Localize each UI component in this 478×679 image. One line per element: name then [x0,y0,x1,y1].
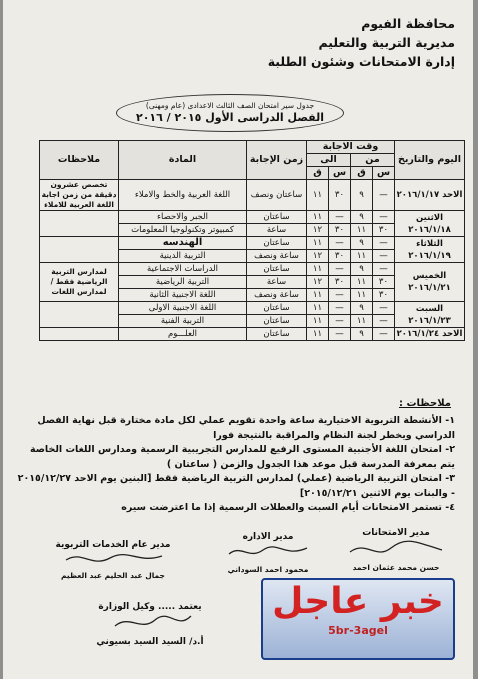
day-date-cell: الثلاثاء ٢٠١٦/١/١٩ [395,237,465,263]
notes-header: ملاحظات [40,141,119,180]
duration-cell: ساعتان ونصف [247,180,307,211]
to-hour-cell: ١٢ [307,224,329,237]
schedule-title-banner [116,94,344,132]
to-minute-cell: — [329,237,351,250]
notes-cell [40,328,119,341]
from-hour-cell: ١١ [351,224,373,237]
from-minute-cell: — [373,211,395,224]
directorate-name: مديرية التربية والتعليم [318,35,455,50]
notes-title: ملاحظات : [398,398,451,409]
schedule-row [40,180,465,211]
to-hour-cell: ١٢ [307,276,329,289]
governorate-name: محافظة الفيوم [361,16,455,31]
to-minute-cell: ٣٠ [329,250,351,263]
to-minute-cell: — [329,289,351,302]
duration-cell: ساعة [247,276,307,289]
to-hour-cell: ١١ [307,302,329,315]
admin-manager-scribble [223,542,313,562]
to-hour-cell: ١١ [307,263,329,276]
services-manager-name: جمال عبد الحليم عبد العظيم [61,571,165,580]
to-minute-cell: — [329,302,351,315]
subject-cell: اللغة العربية والخط والاملاء [119,180,247,211]
day-date-cell: الاثنين ٢٠١٦/١/١٨ [395,211,465,237]
from-minute-cell: — [373,328,395,341]
duration-cell: ساعة ونصف [247,289,307,302]
from-hour-cell: ١١ [351,250,373,263]
duration-cell: ساعة ونصف [247,250,307,263]
to-hour-cell: ١١ [307,211,329,224]
from-minute-cell: — [373,315,395,328]
admin-manager-name: محمود احمد السوداني [227,565,309,574]
from-hour-cell: ٩ [351,263,373,276]
subject-cell: العلـــوم [119,328,247,341]
to-minute-header: ق [307,167,329,180]
schedule-row [40,211,465,224]
note-item: ١- الأنشطة التربوية الاختيارية ساعة واحدة تقويم عملي لكل مادة مختارة قبل نهاية الفصل الدراسي ويخطر لجنة النظام والمراقبة بالنتيجة فورا [37,415,455,441]
banner-line1: جدول سير امتحان الصف الثالث الاعدادى (عام ومهنى) [145,101,315,110]
from-hour-cell: ١١ [351,315,373,328]
services-manager-title: مدير عام الخدمات التربوية [55,540,171,550]
from-hour-cell: ٩ [351,302,373,315]
from-hour-cell: ٩ [351,237,373,250]
duration-cell: ساعة [247,224,307,237]
to-minute-cell: — [329,328,351,341]
duration-cell: ساعتان [247,263,307,276]
services-manager-signature [43,540,183,580]
notes-list [15,414,455,516]
schedule-row [40,237,465,250]
duration-cell: ساعتان [247,211,307,224]
day-date-cell: السبت ٢٠١٦/١/٢٣ [395,302,465,328]
to-minute-cell: ٣٠ [329,180,351,211]
exam-schedule-document [3,0,473,679]
to-minute-cell: — [329,263,351,276]
to-header: الى [307,154,351,167]
notes-cell [40,302,119,328]
from-hour-cell: ١١ [351,276,373,289]
from-minute-cell: ٣٠ [373,289,395,302]
schedule-row [40,302,465,315]
exams-manager-scribble [346,538,446,560]
subject-cell: الجبر والاحصاء [119,211,247,224]
duration-cell: ساعتان [247,302,307,315]
subject-cell: الدراسات الاجتماعية [119,263,247,276]
duration-header: زمن الإجابة [247,141,307,180]
answer-time-header: وقت الاجابة [307,141,395,154]
from-minute-cell: — [373,250,395,263]
note-item: ٢- امتحان اللغة الأجنبية المستوى الرفيع للمدارس التجريبية الرسمية ومدارس اللغات الخاصة يتم بمعرفة المدرسة قبل موعد هذا الجدول والزمن ( ساعتان ) [29,444,455,470]
logo-title: خبر عاجل [272,581,444,622]
schedule-row [40,263,465,276]
to-hour-cell: ١٢ [307,250,329,263]
to-minute-cell: — [329,315,351,328]
from-hour-header: س [373,167,395,180]
day-date-header: اليوم والتاريخ [395,141,465,180]
logo-subtitle: 5br-3agel [328,624,388,637]
to-minute-cell: — [329,211,351,224]
from-hour-cell: ١١ [351,289,373,302]
to-hour-header: س [329,167,351,180]
undersecretary-signature [75,602,225,647]
from-hour-cell: ٩ [351,328,373,341]
exam-schedule-table [39,140,465,341]
day-date-cell: الخميس ٢٠١٦/١/٢١ [395,263,465,302]
department-name: إدارة الامتحانات وشئون الطلبة [267,54,455,69]
from-hour-cell: ٩ [351,180,373,211]
duration-cell: ساعتان [247,237,307,250]
admin-manager-title: مدير الاداره [242,532,294,542]
banner-line2: الفصل الدراسى الأول ٢٠١٥ / ٢٠١٦ [135,111,325,124]
to-hour-cell: ١١ [307,289,329,302]
news-site-logo [261,578,455,660]
subject-cell: التربية الفنية [119,315,247,328]
notes-cell: لمدارس التربية الرياضية فقط / لمدارس اللغات [40,263,119,302]
to-hour-cell: ١١ [307,328,329,341]
from-minute-cell: ٣٠ [373,224,395,237]
from-minute-cell: — [373,180,395,211]
from-hour-cell: ٩ [351,211,373,224]
note-item: ٣- امتحان التربية الرياضية (عملي) لمدارس التربية الرياضية فقط [البنين يوم الاحد ٢٠١٥/١٢/٢٧ - والبنات يوم الاثنين ٢٠١٥/١٢/٢١] [17,473,455,499]
day-date-cell: الاحد ٢٠١٦/١/٢٤ [395,328,465,341]
undersecretary-scribble [105,612,195,634]
services-manager-scribble [58,550,168,568]
subject-header: المادة [119,141,247,180]
note-item: ٤- تستمر الامتحانات أيام السبت والعطلات الرسمية إذا ما اعترضت سيره [121,502,455,513]
subject-cell: اللغة الاجنبية الثانية [119,289,247,302]
notes-cell [40,237,119,263]
from-minute-cell: — [373,263,395,276]
subject-cell: التربية الدينية [119,250,247,263]
to-hour-cell: ١١ [307,180,329,211]
subject-cell: كمبيوتر وتكنولوجيا المعلومات [119,224,247,237]
from-minute-cell: — [373,302,395,315]
schedule-row [40,328,465,341]
notes-cell: تخصص عشرون دقيقة من زمن اجابة اللغة العربية للاملاء [40,180,119,211]
exams-manager-title: مدير الامتحانات [362,528,430,538]
duration-cell: ساعتان [247,315,307,328]
exams-manager-signature [341,528,451,572]
to-minute-cell: ٣٠ [329,224,351,237]
from-minute-cell: ٣٠ [373,276,395,289]
approval-line: يعتمد ..... وكيل الوزارة [98,602,202,612]
subject-cell: التربية الرياضية [119,276,247,289]
to-hour-cell: ١١ [307,237,329,250]
day-date-cell: الاحد ٢٠١٦/١/١٧ [395,180,465,211]
subject-cell: اللغة الاجنبية الاولى [119,302,247,315]
to-minute-cell: ٣٠ [329,276,351,289]
to-hour-cell: ١١ [307,315,329,328]
notes-cell [40,211,119,237]
from-minute-cell: — [373,237,395,250]
ministry-header [268,14,455,71]
admin-manager-signature [213,532,323,574]
subject-cell: الهندسه [119,237,247,250]
from-minute-header: ق [351,167,373,180]
duration-cell: ساعتان [247,328,307,341]
undersecretary-name: أ.د/ السيد السيد بسيوني [96,637,204,647]
exams-manager-name: حسن محمد عثمان احمد [352,563,440,572]
from-header: من [351,154,395,167]
